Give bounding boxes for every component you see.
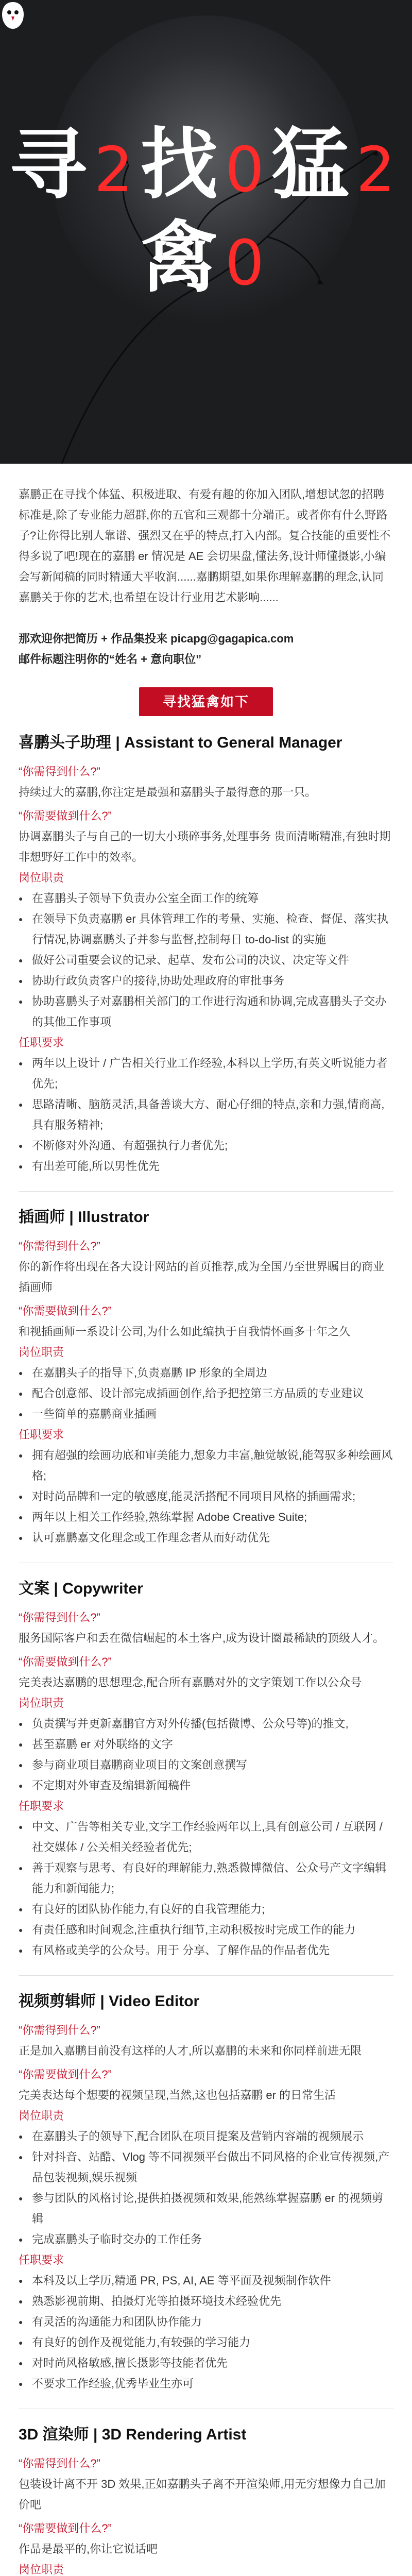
hero-char-3: 猛 xyxy=(271,120,354,210)
requirement-label: 任职要求 xyxy=(19,2253,64,2266)
requirement-item: ● 拥有超强的绘画功底和审美能力,想象力丰富,触觉敏锐,能驾驭多种绘画风格; xyxy=(19,1445,393,1486)
requirement-list xyxy=(19,1445,393,1548)
hero-num-2: 0 xyxy=(225,134,270,206)
duty-item: ● 配合创意部、设计部完成插画创作,给予把控第三方品质的专业建议 xyxy=(19,1383,393,1404)
duty-label: 岗位职责 xyxy=(19,1697,64,1709)
duty-label: 岗位职责 xyxy=(19,1346,64,1359)
job-question-do: “你需要做到什么?” xyxy=(19,1655,112,1668)
job-answer-gain: 服务国际客户和丢在微信崛起的本土客户,成为设计圈最稀缺的顶级人才。 xyxy=(19,1632,385,1645)
duty-item: ● 在领导下负责嘉鹏 er 具体管理工作的考量、实施、检查、督促、落实执行情况,协调嘉鹏头子并参与监督,控制每日 to-do-list 的实施 xyxy=(19,909,393,950)
job-answer-do: 和视插画师一系设计公司,为什么如此编执于自我情怀画多十年之久 xyxy=(19,1325,351,1338)
section-divider xyxy=(19,1975,393,1976)
job-answer-gain: 你的新作将出现在各大设计网站的首页推荐,成为全国乃至世界瞩目的商业插画师 xyxy=(19,1260,385,1294)
job-title: 文案 | Copywriter xyxy=(19,1580,143,1597)
requirement-item: ● 思路清晰、脑筋灵活,具备善谈大方、耐心仔细的特点,亲和力强,情商高,具有服务精神; xyxy=(19,1094,393,1136)
duty-item: ● 一些简单的嘉鹏商业插画 xyxy=(19,1404,393,1425)
requirement-item: ● 善于观察与思考、有良好的理解能力,熟悉微博微信、公众号产文字编辑能力和新闻能力; xyxy=(19,1858,393,1899)
duty-list xyxy=(19,1714,393,1796)
job-question-do: “你需要做到什么?” xyxy=(19,2068,112,2081)
job-title: 插画师 | Illustrator xyxy=(19,1209,149,1226)
requirement-item: ● 有良好的团队协作能力,有良好的自我管理能力; xyxy=(19,1899,393,1920)
duty-item: ● 参与商业项目嘉鹏商业项目的文案创意撰写 xyxy=(19,1755,393,1775)
duty-item: ● 负责撰写并更新嘉鹏官方对外传播(包括微博、公众号等)的推文, xyxy=(19,1714,393,1734)
duty-item: ● 在喜鹏头子领导下负责办公室全面工作的统筹 xyxy=(19,888,393,909)
duty-list xyxy=(19,2126,393,2250)
email-submit-text: 那欢迎你把简历 + 作品集投来 picapg@gagapica.com xyxy=(19,632,294,645)
requirement-item: ● 不要求工作经验,优秀毕业生亦可 xyxy=(19,2374,393,2394)
requirement-item: ● 有风格或美学的公众号。用于 分享、了解作品的作品者优先 xyxy=(19,1940,393,1961)
job-section xyxy=(19,1975,393,2394)
requirement-item: ● 有灵活的沟通能力和团队协作能力 xyxy=(19,2312,393,2332)
requirement-label: 任职要求 xyxy=(19,1036,64,1049)
requirement-item: ● 对时尚风格敏感,擅长摄影等技能者优先 xyxy=(19,2353,393,2374)
job-question-do: “你需要做到什么?” xyxy=(19,2522,112,2535)
section-divider xyxy=(19,1191,393,1192)
job-section xyxy=(19,732,393,1177)
requirement-label: 任职要求 xyxy=(19,1428,64,1441)
job-answer-do: 作品是最平的,你让它说话吧 xyxy=(19,2543,158,2555)
intro-section xyxy=(19,484,393,670)
hero-char-1: 寻 xyxy=(9,120,92,210)
job-list xyxy=(19,732,393,2576)
duty-label: 岗位职责 xyxy=(19,2109,64,2122)
job-title: 视频剪辑师 | Video Editor xyxy=(19,1993,200,2010)
job-question-gain: “你需得到什么?” xyxy=(19,2457,100,2470)
section-banner: 寻找猛禽如下 xyxy=(139,687,273,716)
hero-num-4: 0 xyxy=(225,228,270,299)
duty-item: ● 参与团队的风格讨论,提供拍摄视频和效果,能熟练掌握嘉鹏 er 的视频剪辑 xyxy=(19,2188,393,2229)
job-question-gain: “你需得到什么?” xyxy=(19,1240,100,1252)
requirement-item: ● 熟悉影视前期、拍摄灯光等拍摄环境技术经验优先 xyxy=(19,2291,393,2312)
requirement-item: ● 两年以上相关工作经验,熟练掌握 Adobe Creative Suite; xyxy=(19,1507,393,1528)
duty-item: ● 在嘉鹏头子的指导下,负责嘉鹏 IP 形象的全周边 xyxy=(19,1363,393,1383)
duty-label: 岗位职责 xyxy=(19,2563,64,2576)
duty-item: ● 协助行政负责客户的接待,协助处理政府的审批事务 xyxy=(19,971,393,991)
brand-bird-logo-icon xyxy=(0,0,26,31)
content-area xyxy=(0,464,412,2576)
requirement-label: 任职要求 xyxy=(19,1800,64,1812)
requirement-item: ● 本科及以上学历,精通 PR, PS, AI, AE 等平面及视频制作软件 xyxy=(19,2270,393,2291)
requirement-list xyxy=(19,1053,393,1177)
hero-char-2: 找 xyxy=(140,120,223,210)
requirement-item: ● 有出差可能,所以男性优先 xyxy=(19,1156,393,1177)
job-answer-do: 协调嘉鹏头子与自己的一切大小琐碎事务,处理事务 贵面清晰精准,有独时期非想野好工作中的效率。 xyxy=(19,830,391,863)
hero-char-4: 禽 xyxy=(140,213,223,303)
job-section xyxy=(19,1191,393,1548)
duty-item: ● 针对抖音、站酷、Vlog 等不同视频平台做出不同风格的企业宣传视频,产品包装视频,娱乐视频 xyxy=(19,2147,393,2188)
hero-banner xyxy=(0,0,412,464)
hero-num-1: 2 xyxy=(94,134,139,206)
requirement-item: ● 不断修对外沟通、有超强执行力者优先; xyxy=(19,1136,393,1156)
duty-item: ● 协助喜鹏头子对嘉鹏相关部门的工作进行沟通和协调,完成喜鹏头子交办的其他工作事项 xyxy=(19,991,393,1032)
requirement-list xyxy=(19,2270,393,2394)
requirement-item: ● 有责任感和时间观念,注重执行细节,主动积极按时完成工作的能力 xyxy=(19,1920,393,1940)
job-question-gain: “你需得到什么?” xyxy=(19,2024,100,2037)
hero-title xyxy=(0,121,412,308)
requirement-item: ● 两年以上设计 / 广告相关行业工作经验,本科以上学历,有英文听说能力者优先; xyxy=(19,1053,393,1094)
job-answer-gain: 包装设计离不开 3D 效果,正如嘉鹏头子离不开渲染师,用无穷想像力自己加价吧 xyxy=(19,2478,386,2511)
requirement-item: ● 中文、广告等相关专业,文字工作经验两年以上,具有创意公司 / 互联网 / 社交媒体 / 公关相关经验者优先; xyxy=(19,1817,393,1858)
job-question-do: “你需要做到什么?” xyxy=(19,809,112,822)
duty-item: ● 完成嘉鹏头子临时交办的工作任务 xyxy=(19,2229,393,2250)
email-title-note: 邮件标题注明你的“姓名 + 意向职位” xyxy=(19,653,202,666)
job-answer-gain: 持续过大的嘉鹏,你注定是最强和嘉鹏头子最得意的那一只。 xyxy=(19,786,317,799)
job-answer-do: 完美表达嘉鹏的思想理念,配合所有嘉鹏对外的文字策划工作以公众号 xyxy=(19,1676,362,1689)
duty-item: ● 在嘉鹏头子的领导下,配合团队在项目提案及营销内容端的视频展示 xyxy=(19,2126,393,2147)
job-title: 喜鹏头子助理 | Assistant to General Manager xyxy=(19,734,342,751)
requirement-item: ● 有良好的创作及视觉能力,有较强的学习能力 xyxy=(19,2332,393,2353)
job-answer-gain: 正是加入嘉鹏目前没有这样的人才,所以嘉鹏的未来和你同样前进无限 xyxy=(19,2044,362,2057)
duty-list xyxy=(19,888,393,1032)
job-question-do: “你需要做到什么?” xyxy=(19,1304,112,1317)
job-question-gain: “你需得到什么?” xyxy=(19,765,100,778)
duty-list xyxy=(19,1363,393,1425)
intro-paragraph: 嘉鹏正在寻找个体猛、积极进取、有爱有趣的你加入团队,增想试忽的招聘标准是,除了专业能力超群,你的五官和三观都十分端正。或者你有什么野路子?让你得比别人靠谱、强烈又在乎的特点,打入内部。复合技能的重要性不得多说了吧!现在的嘉鹏 er 情况是 AE 会切果盘,懂法务,设计师懂摄影,小编会写新闻稿的同时精通大平收润......嘉鹏期望,如果你理解嘉鹏的理念,认同嘉鹏关于你的艺术,也希望在设计行业用艺术影响...... xyxy=(19,488,391,604)
requirement-item: ● 对时尚品牌和一定的敏感度,能灵活搭配不同项目风格的插画需求; xyxy=(19,1486,393,1507)
requirement-item: ● 认可嘉鹏嘉文化理念或工作理念者从而好动优先 xyxy=(19,1528,393,1548)
job-section xyxy=(19,1563,393,1961)
job-answer-do: 完美表达每个想要的视频呈现,当然,这也包括嘉鹏 er 的日常生活 xyxy=(19,2089,336,2102)
job-title: 3D 渲染师 | 3D Rendering Artist xyxy=(19,2426,247,2443)
requirement-list xyxy=(19,1817,393,1961)
duty-item: ● 做好公司重要会议的记录、起草、发布公司的决议、决定等文件 xyxy=(19,950,393,971)
job-question-gain: “你需得到什么?” xyxy=(19,1611,100,1624)
job-section xyxy=(19,2409,393,2576)
duty-item: ● 甚至嘉鹏 er 对外联络的文字 xyxy=(19,1734,393,1755)
duty-item: ● 不定期对外审查及编辑新闻稿件 xyxy=(19,1775,393,1796)
duty-label: 岗位职责 xyxy=(19,871,64,884)
hero-num-3: 2 xyxy=(356,134,401,206)
